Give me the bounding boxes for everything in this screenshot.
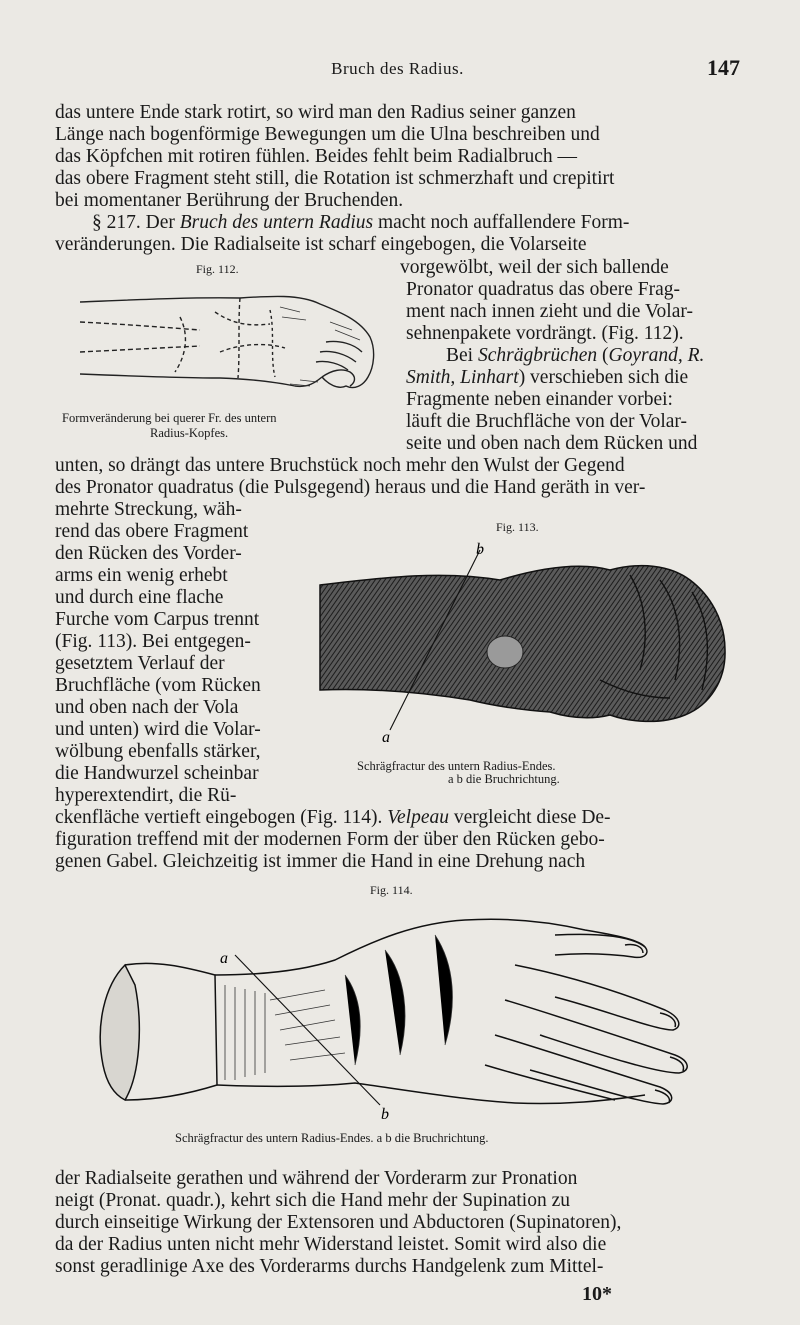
section-number: § 217.	[92, 212, 141, 233]
text-line: Furche vom Carpus trennt	[55, 609, 260, 630]
text-run: Bei	[446, 345, 474, 366]
text-line: der Radialseite gerathen und während der Vorderarm zur Pronation	[55, 1168, 578, 1189]
text-line: genen Gabel. Gleichzeitig ist immer die Hand in eine Drehung nach	[55, 851, 586, 872]
text-line: das untere Ende stark rotirt, so wird man den Radius seiner ganzen	[55, 102, 576, 123]
text-run: vergleicht diese De-	[453, 807, 611, 828]
text-line: seite und oben nach dem Rücken und	[406, 433, 698, 454]
fig112-label: Fig. 112.	[196, 262, 239, 276]
fig114-label: Fig. 114.	[370, 883, 413, 897]
text-line: Fragmente neben einander vorbei:	[406, 389, 673, 410]
fig114-illustration	[85, 905, 725, 1127]
text-line: den Rücken des Vorder-	[55, 543, 242, 564]
text-line: unten, so drängt das untere Bruchstück noch mehr den Wulst der Gegend	[55, 455, 625, 476]
text-line: rend das obere Fragment	[55, 521, 249, 542]
text-line: hyperextendirt, die Rü-	[55, 785, 237, 806]
section-topic: Bruch des untern Radius	[179, 212, 374, 233]
text-run: ) verschieben sich die	[518, 367, 689, 388]
signature-mark: 10*	[582, 1283, 612, 1305]
fig113-label: Fig. 113.	[496, 520, 539, 534]
text-run: ckenfläche vertieft eingebogen (Fig. 114).	[55, 807, 383, 828]
running-header	[55, 55, 740, 85]
text-line: und unten) wird die Volar-	[55, 719, 261, 740]
running-title: Bruch des Radius.	[331, 59, 464, 78]
text-line: sehnenpakete vordrängt. (Fig. 112).	[406, 323, 684, 344]
text-line: Pronator quadratus das obere Frag-	[406, 279, 680, 300]
fig113-mark-b: b	[476, 541, 484, 558]
text-line: veränderungen. Die Radialseite ist scharf eingebogen, die Volarseite	[55, 234, 587, 255]
text-line: vorgewölbt, weil der sich ballende	[400, 257, 669, 278]
fig113-caption-1: Schrägfractur des untern Radius-Endes.	[357, 759, 556, 773]
text-line: läuft die Bruchfläche von der Volar-	[406, 411, 687, 432]
text-line: sonst geradlinige Axe des Vorderarms durchs Handgelenk zum Mittel-	[55, 1256, 604, 1277]
section-line	[92, 212, 777, 234]
text-line: die Handwurzel scheinbar	[55, 763, 259, 784]
text-line	[55, 807, 740, 829]
text-line: ment nach innen zieht und die Volar-	[406, 301, 693, 322]
fig112-caption-2: Radius-Kopfes.	[150, 426, 229, 440]
fig114-caption: Schrägfractur des untern Radius-Endes. a b die Bruchrichtung.	[175, 1131, 489, 1145]
text-line: durch einseitige Wirkung der Extensoren und Abductoren (Supinatoren),	[55, 1212, 622, 1233]
section-lead: Der	[145, 212, 175, 233]
text-line: neigt (Pronat. quadr.), kehrt sich die Hand mehr der Supination zu	[55, 1190, 570, 1211]
fig112-caption-1: Formveränderung bei querer Fr. des untern	[62, 411, 277, 425]
text-line: Bruchfläche (vom Rücken	[55, 675, 261, 696]
fig113-illustration	[300, 540, 740, 752]
text-line: arms ein wenig erhebt	[55, 565, 228, 586]
italic-run: Smith, Linhart	[406, 367, 519, 388]
text-line: und oben nach der Vola	[55, 697, 239, 718]
text-line: figuration treffend mit der modernen Form der über den Rücken gebo-	[55, 829, 605, 850]
text-line: das obere Fragment steht still, die Rotation ist schmerzhaft und crepitirt	[55, 168, 615, 189]
fig113-caption-2: a b die Bruchrichtung.	[448, 772, 560, 786]
text-line: das Köpfchen mit rotiren fühlen. Beides fehlt beim Radialbruch —	[55, 146, 578, 167]
text-line: da der Radius unten nicht mehr Widerstand leistet. Somit wird also die	[55, 1234, 607, 1255]
text-line: mehrte Streckung, wäh-	[55, 499, 242, 520]
text-line: Länge nach bogenförmige Bewegungen um die Ulna beschreiben und	[55, 124, 600, 145]
fig114-mark-b: b	[381, 1106, 389, 1123]
text-line: (Fig. 113). Bei entgegen-	[55, 631, 251, 652]
fig112-illustration	[70, 282, 380, 407]
text-line	[406, 367, 688, 389]
italic-run: Goyrand, R.	[608, 345, 705, 366]
text-line	[446, 345, 704, 367]
text-line: des Pronator quadratus (die Pulsgegend) heraus und die Hand geräth in ver-	[55, 477, 646, 498]
text-line: bei momentaner Berührung der Bruchenden.	[55, 190, 404, 211]
text-line: wölbung ebenfalls stärker,	[55, 741, 261, 762]
italic-run: Velpeau	[387, 807, 450, 828]
section-rest: macht noch auffallendere Form-	[377, 212, 630, 233]
text-run: (	[602, 345, 609, 366]
text-line: und durch eine flache	[55, 587, 224, 608]
fig113-mark-a: a	[382, 729, 390, 746]
page-number: 147	[707, 55, 740, 80]
fig114-mark-a: a	[220, 950, 228, 967]
italic-run: Schrägbrüchen	[477, 345, 598, 366]
text-line: gesetztem Verlauf der	[55, 653, 225, 674]
